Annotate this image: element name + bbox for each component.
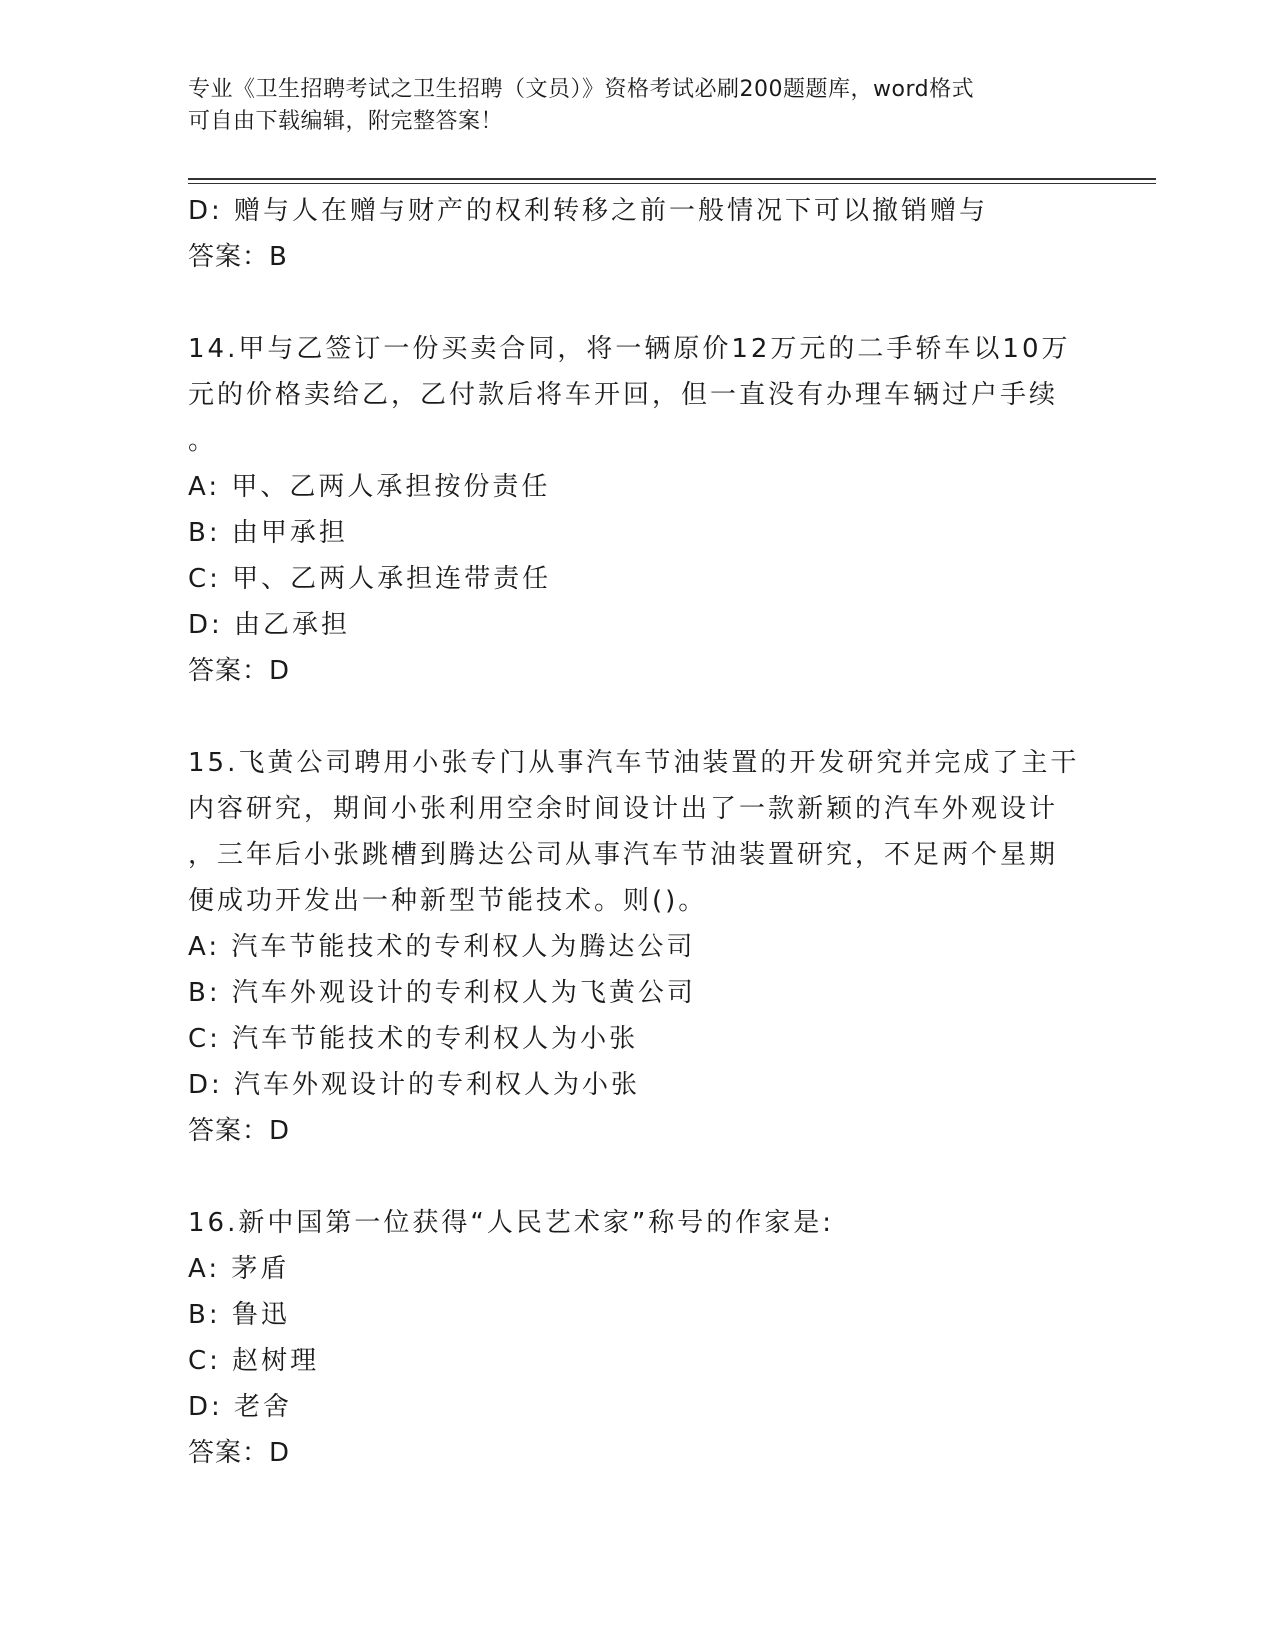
option-a: A: 茅盾: [188, 1254, 290, 1284]
question-stem: 16.新中国第一位获得“人民艺术家”称号的作家是:: [188, 1208, 835, 1238]
question-stem: 便成功开发出一种新型节能技术。则()。: [188, 886, 708, 916]
option-d: D: 汽车外观设计的专利权人为小张: [188, 1070, 641, 1100]
question-stem: 14.甲与乙签订一份买卖合同，将一辆原价12万元的二手轿车以10万: [188, 334, 1071, 364]
header-line: 可自由下载编辑，附完整答案！: [188, 109, 504, 134]
option-d: D: 由乙承担: [188, 610, 351, 640]
question-stem: 15.飞黄公司聘用小张专门从事汽车节油装置的开发研究并完成了主干: [188, 748, 1080, 778]
answer: 答案：D: [188, 1116, 291, 1146]
option-c: C: 汽车节能技术的专利权人为小张: [188, 1024, 639, 1054]
question-stem: ，三年后小张跳槽到腾达公司从事汽车节油装置研究，不足两个星期: [188, 840, 1059, 870]
question-list: [188, 188, 1088, 1476]
question-stem: 内容研究，期间小张利用空余时间设计出了一款新颖的汽车外观设计: [188, 794, 1059, 824]
option-d: D: 赠与人在赠与财产的权利转移之前一般情况下可以撤销赠与: [188, 196, 989, 226]
question-14: [188, 326, 1088, 694]
answer: 答案：D: [188, 656, 291, 686]
question-stem: 。: [188, 426, 218, 456]
option-a: A: 甲、乙两人承担按份责任: [188, 472, 551, 502]
document-header: [188, 74, 1088, 138]
question-15: [188, 740, 1088, 1154]
answer: 答案：D: [188, 1438, 291, 1468]
option-b: B: 汽车外观设计的专利权人为飞黄公司: [188, 978, 696, 1008]
option-c: C: 甲、乙两人承担连带责任: [188, 564, 552, 594]
option-d: D: 老舍: [188, 1392, 293, 1422]
header-divider: [188, 183, 1156, 184]
option-b: B: 由甲承担: [188, 518, 348, 548]
question-stem: 元的价格卖给乙，乙付款后将车开回，但一直没有办理车辆过户手续: [188, 380, 1059, 410]
header-divider: [188, 178, 1156, 180]
answer: 答案：B: [188, 242, 288, 272]
header-line: 专业《卫生招聘考试之卫生招聘（文员）》资格考试必刷200题题库，word格式: [188, 77, 975, 102]
option-c: C: 赵树理: [188, 1346, 320, 1376]
option-a: A: 汽车节能技术的专利权人为腾达公司: [188, 932, 696, 962]
question-16: [188, 1200, 1088, 1476]
option-b: B: 鲁迅: [188, 1300, 290, 1330]
